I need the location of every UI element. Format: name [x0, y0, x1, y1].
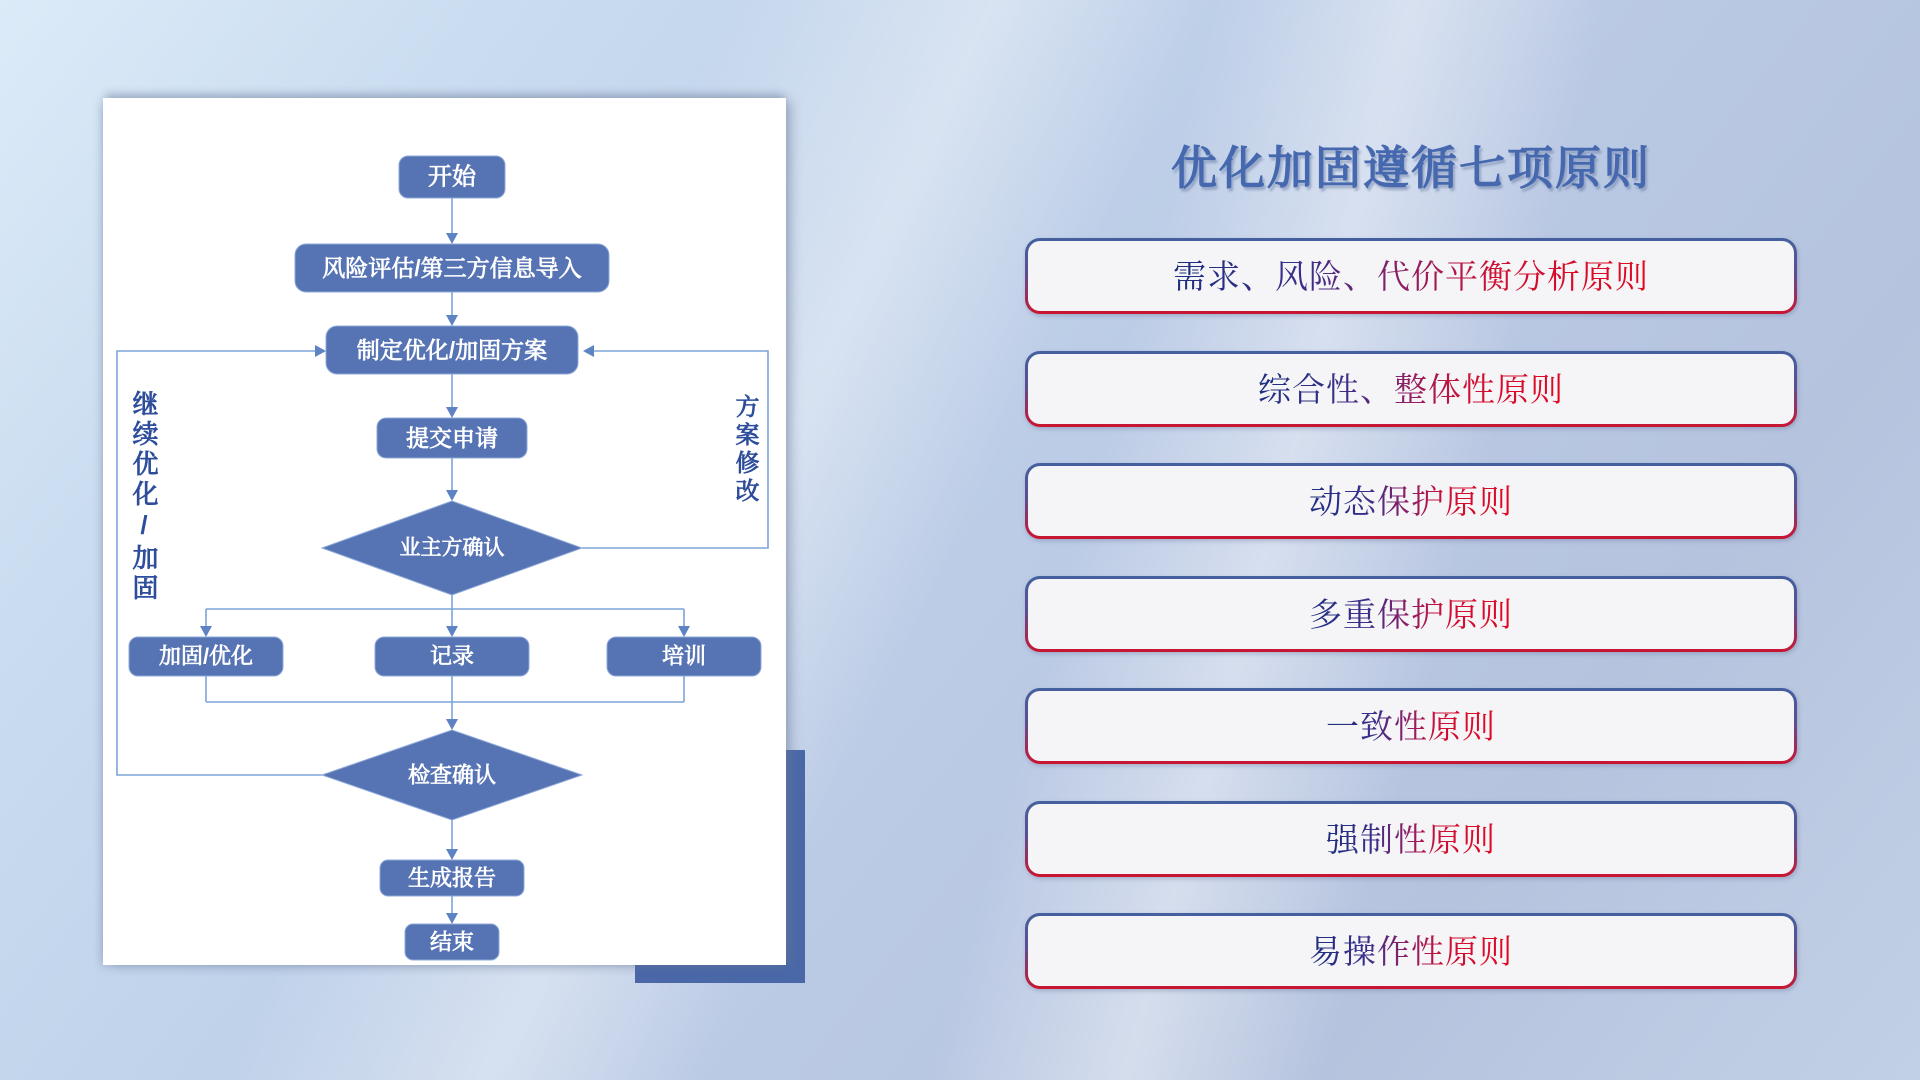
flowchart-card	[103, 98, 786, 965]
flow-node-label: 提交申请	[406, 425, 498, 451]
flow-node-record	[375, 637, 529, 676]
principle-item-2	[1025, 351, 1797, 427]
flow-node-label: 业主方确认	[399, 536, 505, 560]
flow-node-label: 结束	[429, 929, 475, 955]
flow-node-check-confirm	[322, 730, 582, 820]
flow-node-label: 开始	[428, 163, 476, 191]
principle-label: 需求、风险、代价平衡分析原则	[1173, 257, 1649, 295]
principle-item-1	[1025, 238, 1797, 314]
edge-label-plan-revision: 方案修改	[731, 394, 758, 506]
principle-label: 多重保护原则	[1309, 595, 1513, 633]
flow-node-train	[607, 637, 761, 676]
principle-item-6	[1025, 801, 1797, 877]
flow-node-owner-confirm	[322, 501, 582, 595]
flow-node-label: 加固/优化	[158, 643, 254, 669]
flowchart	[103, 98, 786, 965]
flow-node-make-plan	[326, 326, 578, 374]
flow-node-label: 检查确认	[407, 762, 497, 788]
flow-node-risk-import	[295, 244, 609, 292]
flow-node-label: 生成报告	[407, 865, 497, 891]
flow-node-label: 风险评估/第三方信息导入	[322, 255, 582, 281]
flow-node-submit	[377, 418, 527, 458]
principle-label: 动态保护原则	[1309, 482, 1513, 520]
principle-item-4	[1025, 576, 1797, 652]
flow-node-harden	[129, 637, 283, 676]
flow-node-start	[399, 156, 505, 198]
principle-label: 一致性原则	[1326, 707, 1496, 745]
principle-item-3	[1025, 463, 1797, 539]
flow-node-end	[405, 924, 499, 960]
principle-item-7	[1025, 913, 1797, 989]
principle-label: 综合性、整体性原则	[1258, 370, 1564, 408]
flow-node-report	[380, 860, 524, 896]
flow-node-label: 制定优化/加固方案	[356, 337, 548, 363]
principle-label: 强制性原则	[1326, 820, 1496, 858]
principle-item-5	[1025, 688, 1797, 764]
page-title: 优化加固遵循七项原则	[1171, 142, 1651, 194]
flow-node-label: 培训	[661, 643, 707, 669]
edge-label-continue-optimize: 继续优化/加固	[129, 390, 159, 604]
principle-label: 易操作性原则	[1309, 932, 1513, 970]
flow-node-label: 记录	[429, 643, 475, 669]
